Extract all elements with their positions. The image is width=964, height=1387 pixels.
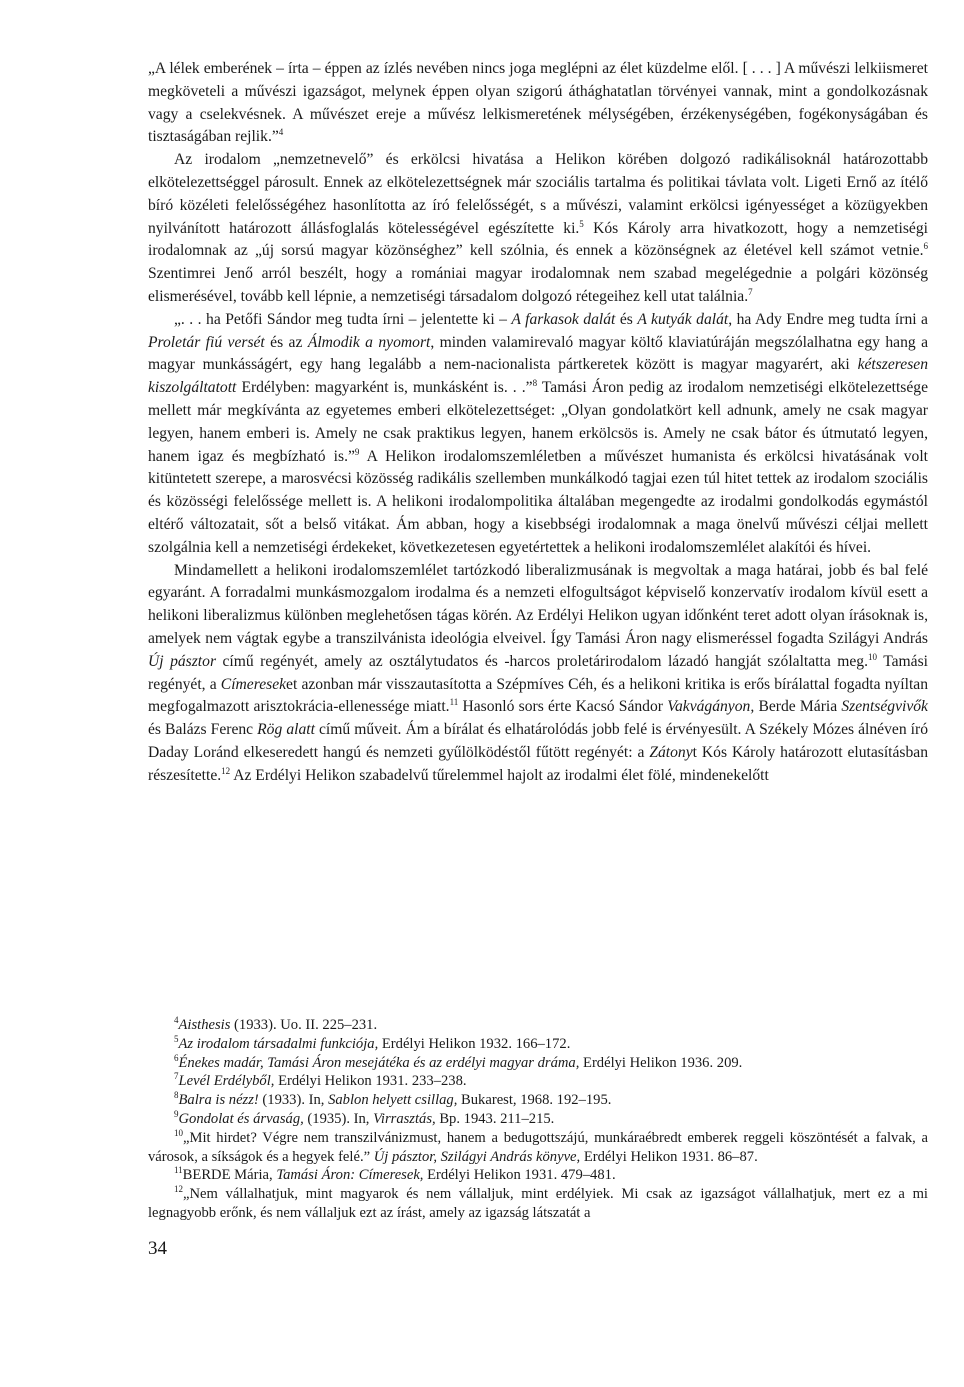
text-run: és bbox=[615, 310, 638, 328]
text-run: Erdélyi Helikon 1931. 86–87. bbox=[580, 1148, 758, 1165]
italic-text: Levél Erdélyből, bbox=[178, 1073, 275, 1090]
footnote-marker: 11 bbox=[449, 697, 459, 708]
footnote-marker: 5 bbox=[174, 1033, 179, 1044]
italic-text: Az irodalom társadalmi funkciója, bbox=[178, 1035, 379, 1052]
text-run: „Mit hirdet? Végre nem transzilvánizmust, hanem a bedugottszájú, munkáraébredt emberek reggeli köszöntését a falvak, a városok, a síkságok és a hegyek felé.” bbox=[148, 1129, 928, 1165]
footnote-6 bbox=[148, 1054, 928, 1073]
italic-text: Aisthesis bbox=[178, 1017, 231, 1033]
footnote-marker: 4 bbox=[278, 127, 284, 138]
footnote-marker: 12 bbox=[174, 1184, 183, 1195]
text-run: , ha Ady Endre meg tudta írni a bbox=[728, 310, 928, 328]
text-run: et azonban már visszautasította a Szépmíves Céh, és a helikoni kritika is erős bírálattal fogadta nyíltan megfogalmazott arisztokrácia-ellenessége miatt. bbox=[148, 675, 928, 716]
italic-text: Zátony bbox=[649, 743, 693, 761]
footnote-7 bbox=[148, 1072, 928, 1091]
text-run: Hasonló sors érte Kacsó Sándor bbox=[458, 698, 668, 716]
footnote-marker: 8 bbox=[174, 1090, 179, 1101]
footnote-marker: 7 bbox=[748, 286, 753, 297]
text-run: Az Erdélyi Helikon szabadelvű tűrelemmel hajolt az irodalmi élet fölé, mindenekelőtt bbox=[230, 766, 769, 784]
footnote-12 bbox=[148, 1185, 928, 1223]
text-run: Bukarest, 1968. 192–195. bbox=[457, 1092, 612, 1109]
text-run: Tamási regényét, a bbox=[148, 652, 928, 693]
text-run: című műveit. Ám a bírálat és elhatárolódás jobb felé is érvényesült. A Székely Mózes álnéven író Daday Loránd elkeseredett hangú és nemzeti gyűlölködéstől fűtött regényét: a bbox=[148, 721, 928, 761]
text-run: című regényét, amely az osztálytudatos és -harcos proletárirodalom lázadó hangját szólaltatta meg. bbox=[216, 652, 868, 670]
italic-text: A kutyák dalát bbox=[637, 310, 729, 328]
footnote-10 bbox=[148, 1129, 928, 1167]
text-run: Szentimrei Jenő arról beszélt, hogy a romániai magyar irodalomnak nem szabad megelégednie a polgári közönség elismerésével, tovább kell lépnie, a nemzetiségi társadalom dolgozó rétegeihez kell utat találnia. bbox=[148, 265, 928, 305]
text-run: Erdélyi Helikon 1932. 166–172. bbox=[378, 1035, 571, 1052]
paragraph-1 bbox=[148, 58, 928, 149]
footnote-marker: 6 bbox=[174, 1052, 179, 1063]
text-run: t Kós Károly határozott elutasításban részesítette. bbox=[148, 743, 928, 784]
text-run: (1935). In, bbox=[303, 1110, 374, 1127]
italic-text: Új pásztor bbox=[148, 652, 217, 670]
italic-text: Énekes madár, Tamási Áron mesejátéka és az erdélyi magyar dráma, bbox=[178, 1054, 580, 1071]
footnote-marker: 7 bbox=[174, 1071, 179, 1082]
text-run: Tamási Áron pedig az irodalom nemzetiségi elkötelezettsége mellett már megkívánta az egyetemes emberi elkötelezettséget: „Olyan gondolatkört kell adnunk, amely ne csak magyar legyen, hanem emberi is. Amely ne csak praktikus legyen, hanem erkölcsös is. Amely ne csak bátor és útmutató legyen, hanem igaz és megbízható is.” bbox=[148, 379, 928, 465]
footnote-marker: 5 bbox=[579, 218, 584, 229]
text-run: (1933). In, bbox=[258, 1092, 329, 1109]
text-run: A Helikon irodalomszemléletben a művészet humanista és erkölcsi hivatásának volt kitüntetett szerepe, a marosvécsi közösség radikális szellemben munkálkodó tagjai ezen túl hitet tettek az irodalom szociális és közösségi felelőssége mellett is. A helikoni irodalompolitika általában megengedte az irodalmi gondolkodás egymástól eltérő változatait, sőt a belső vitákat. Ám abban, hogy a kisebbségi irodalomnak a maga önelvű művészi céljai mellett szolgálnia kell a nemzetiségi érdekeket, következetesen egyetértettek a helikoni irodalomszemlélet alakítói és hívei. bbox=[148, 447, 929, 556]
footnote-marker: 6 bbox=[923, 241, 928, 252]
text-run: „A lélek emberének – írta – éppen az ízlés nevében nincs joga meglépni az élet küzdelme elől. [ . . . ] A művészi lelkiismeret megköveteli a művészi igazságot, melynek éppen olyan szigorú áthághatatlan törvényei vannak, mint a gondolkozásnak vagy a cselekvésnek. A művészet ereje a művész lelkismeretének mélységében, érzékenységében, fogékonyságában és tisztaságában rejlik.” bbox=[148, 60, 928, 146]
footnote-marker: 11 bbox=[174, 1165, 183, 1176]
text-run: „Nem vállalhatjuk, mint magyarok és nem vállaljuk, mint erdélyiek. Mi csak az igazságot vállalhatjuk, mert ez a mi legnagyobb erőnk, és nem vállaljuk ezt az írást, amely az igazság látszatát a bbox=[148, 1186, 928, 1221]
italic-text: Sablon helyett csillag, bbox=[328, 1092, 458, 1109]
italic-text: Proletár fiú versét bbox=[148, 333, 265, 351]
footnote-marker: 10 bbox=[867, 651, 877, 662]
text-run: „. . . ha Petőfi Sándor meg tudta írni – jelentette ki – bbox=[174, 310, 512, 328]
italic-text: kétszeresen kiszolgáltatott bbox=[148, 356, 928, 397]
italic-text: Álmodik a nyomort bbox=[307, 333, 431, 351]
text-run: és az bbox=[264, 333, 308, 351]
italic-text: Virrasztás, bbox=[373, 1110, 436, 1127]
italic-text: Új pásztor, Szilágyi András könyve, bbox=[373, 1148, 581, 1165]
text-run: BERDE Mária, bbox=[182, 1167, 277, 1184]
footnote-11 bbox=[148, 1166, 928, 1185]
text-run: Az irodalom „nemzetnevelő” és erkölcsi hivatása a Helikon körében dolgozó radikálisoknál határozottabb elkötelezettséggel párosult. Ennek az elkötelezettségnek már szociális tartalma és politikai távlata volt. Ligeti Ernő az ítélő bíró közéleti felelősségéhez hasonlította az író felelősségét, s a művészi, valamint erkölcsi igényességet a közügyekben nyilvánított határozott állásfoglalás kötelességével egészítette ki. bbox=[148, 151, 928, 237]
text-run: és Balázs Ferenc bbox=[148, 721, 258, 739]
footnote-5 bbox=[148, 1035, 928, 1054]
text-run: Kós Károly arra hivatkozott, hogy a nemzetiségi irodalomnak az „új sorsú magyar közönséghez” kell szólnia, és ennek a közönségnek az életével kell számot vetnie. bbox=[148, 219, 928, 260]
italic-text: Balra is nézz! bbox=[178, 1092, 259, 1109]
footnote-9 bbox=[148, 1110, 928, 1129]
text-run: (1933). Uo. II. 225–231. bbox=[230, 1017, 378, 1033]
page-number: 34 bbox=[148, 1238, 167, 1259]
footnote-marker: 9 bbox=[354, 446, 360, 457]
paragraph-3 bbox=[148, 309, 928, 560]
paragraph-2 bbox=[148, 149, 928, 309]
italic-text: A farkasok dalát bbox=[511, 310, 616, 328]
footnote-marker: 9 bbox=[174, 1109, 179, 1120]
text-run: Mindamellett a helikoni irodalomszemlélet tartózkodó liberalizmusának is megvoltak a maga határai, jobb és bal felé egyaránt. A forradalmi munkásmozgalom irodalma és a nemzeti elfogultságot képviselő konzervatív irodalom kívül esett a helikoni liberalizmus különben meglehetősen tágas körén. Az Erdélyi Helikon ugyan időnként teret adott olyan írásoknak is, amelyek nem vágtak egybe a transzilvánista ideológia elveivel. Így Tamási Áron nagy elismeréssel fogadta Szilágyi András bbox=[148, 561, 928, 647]
text-run: Erdélyi Helikon 1931. 233–238. bbox=[274, 1073, 467, 1090]
text-run: , minden valamirevaló magyar költő klaviatúráján megszólalhatna egy hang a magyar munkásságért, egy hang legalább a nem-nacionalista pártkeretek között is magyar magyarért, aki bbox=[148, 333, 928, 374]
italic-text: Rög alatt bbox=[257, 721, 315, 739]
body-text bbox=[148, 58, 928, 788]
italic-text: Vakvágányon, bbox=[667, 698, 755, 716]
italic-text: Tamási Áron: Címeresek, bbox=[276, 1167, 424, 1184]
italic-text: Szentségvivők bbox=[841, 698, 928, 716]
footnotes bbox=[148, 1016, 928, 1223]
text-run: Berde Mária bbox=[754, 698, 842, 716]
footnote-4 bbox=[148, 1016, 928, 1035]
footnote-marker: 8 bbox=[532, 377, 538, 388]
footnote-marker: 10 bbox=[174, 1127, 183, 1138]
text-run: Erdélyi Helikon 1936. 209. bbox=[579, 1054, 743, 1071]
footnote-8 bbox=[148, 1091, 928, 1110]
italic-text: Gondolat és árvaság, bbox=[178, 1110, 304, 1127]
footnote-marker: 4 bbox=[174, 1015, 179, 1026]
text-run: Erdélyi Helikon 1931. 479–481. bbox=[423, 1167, 616, 1184]
italic-text: Címeresek bbox=[220, 675, 287, 693]
paragraph-4 bbox=[148, 560, 928, 788]
footnote-marker: 12 bbox=[221, 765, 231, 776]
text-run: Bp. 1943. 211–215. bbox=[435, 1110, 555, 1127]
text-run: Erdélyben: magyarként is, munkásként is. . .” bbox=[236, 379, 533, 397]
